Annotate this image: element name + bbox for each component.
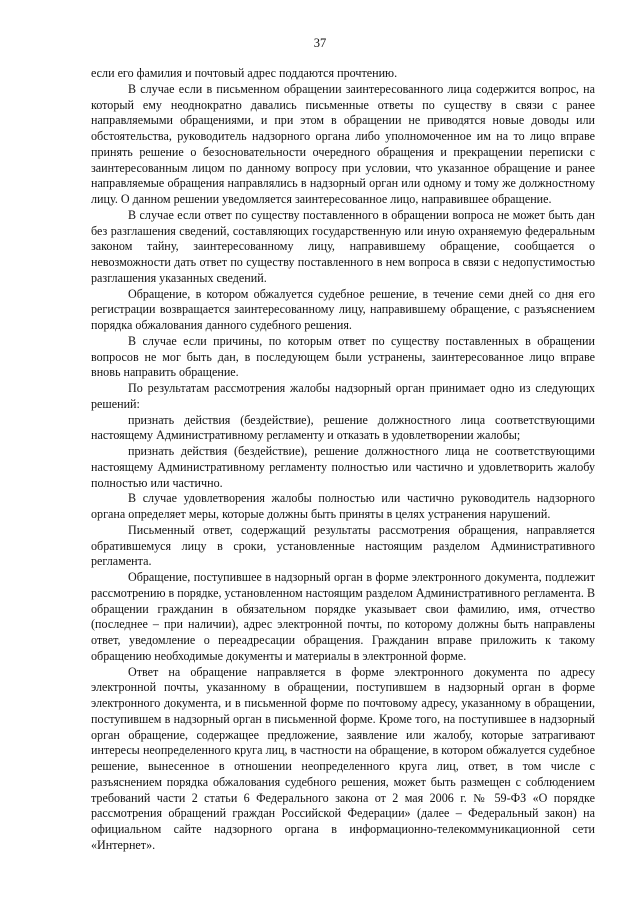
paragraph-court-decision: Обращение, в котором обжалуется судебное решение, в течение семи дней со дня его регистрации возвращается заинтересованному лицу, направившему обращение, с разъяснением порядка обжалования данного судебного решения. — [91, 286, 595, 332]
document-body — [91, 66, 595, 854]
page-number: 37 — [313, 36, 327, 50]
paragraph-continuation: если его фамилия и почтовый адрес поддаются прочтению. — [91, 66, 398, 80]
paragraph-electronic-answer: Ответ на обращение направляется в форме электронного документа по адресу электронной почты, указанному в обращении, поступившем в надзорный орган в форме электронного документа, и в письменной форме по почтовому адресу, указанному в обращении, поступившем в надзорный орган в письменной форме. Кроме того, на поступившее в надзорный орган обращение, содержащее предложение, заявление или жалобу, которые затрагивают интересы неопределенного круга лиц, в частности на обращение, в котором обжалуется судебное решение, вынесенное в отношении неопределенного круга лиц, ответ, в том числе с разъяснением порядка обжалования судебного решения, может быть размещен с соблюдением требований части 2 статьи 6 Федерального закона от 2 мая 2006 г. № 59-ФЗ «О порядке рассмотрения обращений граждан Российской Федерации» (далее – Федеральный закон) на официальном сайте надзорного органа в информационно-телекоммуникационной сети «Интернет». — [91, 664, 595, 852]
paragraph-reasons-eliminated: В случае если причины, по которым ответ по существу поставленных в обращении вопросов не мог быть дан, в последующем были устранены, заинтересованное лицо вправе вновь направить обращение. — [91, 333, 595, 380]
paragraph-complaint-results: По результатам рассмотрения жалобы надзорный орган принимает одно из следующих решений: — [91, 381, 595, 411]
paragraph-electronic-appeal: Обращение, поступившее в надзорный орган в форме электронного документа, подлежит рассмотрению в порядке, установленном настоящим разделом Административного регламента. В обращении гражданин в обязательном порядке указывает свои фамилию, имя, отчество (последнее – при наличии), адрес электронной почты, по которому должны быть направлены ответ, уведомление о переадресации обращения. Гражданин вправе приложить к такому обращению необходимые документы и материалы в электронной форме. — [91, 570, 596, 663]
paragraph-decision-satisfy: признать действия (бездействие), решение должностного лица не соответствующими настоящему Административному регламенту полностью или частично и удовлетворить жалобу полностью или частично. — [91, 444, 595, 490]
paragraph-repeated-appeal: В случае если в письменном обращении заинтересованного лица содержится вопрос, на который ему неоднократно давались письменные ответы по существу в связи с ранее направляемыми обращениями, и при этом в обращении не приводятся новые доводы или обстоятельства, руководитель надзорного органа либо уполномоченное им на то лицо вправе принять решение о безосновательности очередного обращения и прекращении переписки с заинтересованным лицом по данному вопросу при условии, что указанное обращение и ранее направляемые обращения направлялись в надзорный орган или одному и тому же должностному лицу. О данном решении уведомляется заинтересованное лицо, направившее обращение. — [91, 81, 595, 206]
paragraph-secret-information: В случае если ответ по существу поставленного в обращении вопроса не может быть дан без разглашения сведений, составляющих государственную или иную охраняемую федеральным законом тайну, заинтересованному лицу, направившему обращение, сообщается о невозможности дать ответ по существу поставленного в нем вопроса в связи с недопустимостью разглашения указанных сведений. — [91, 207, 595, 285]
paragraph-satisfaction-measures: В случае удовлетворения жалобы полностью или частично руководитель надзорного органа определяет меры, которые должны быть приняты в целях устранения нарушений. — [91, 491, 595, 521]
paragraph-written-answer: Письменный ответ, содержащий результаты рассмотрения обращения, направляется обратившемуся лицу в сроки, установленные настоящим разделом Административного регламента. — [91, 522, 595, 569]
paragraph-decision-reject: признать действия (бездействие), решение должностного лица соответствующими настоящему Административному регламенту и отказать в удовлетворении жалобы; — [91, 412, 595, 443]
